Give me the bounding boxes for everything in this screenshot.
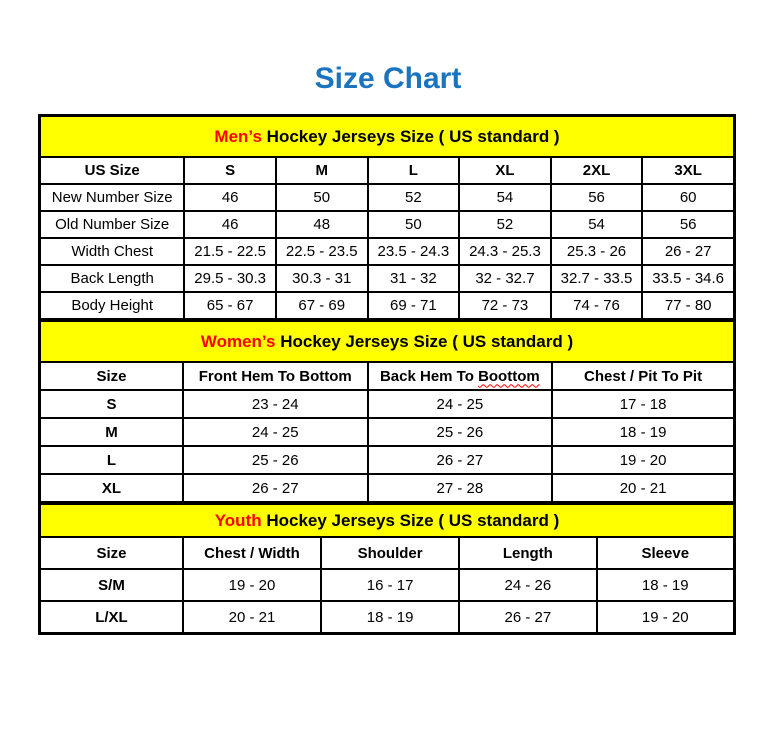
size-value: 29.5 - 30.3 xyxy=(184,265,276,292)
row-label: L/XL xyxy=(40,601,183,633)
size-value: 19 - 20 xyxy=(552,446,734,474)
misspelled-word: Boottom xyxy=(478,367,540,385)
size-value: 26 - 27 xyxy=(183,474,368,502)
youth-size-table xyxy=(39,503,735,634)
column-header: Chest / Pit To Pit xyxy=(552,362,734,390)
size-value: 27 - 28 xyxy=(368,474,553,502)
size-value: 60 xyxy=(642,184,734,211)
size-value: 72 - 73 xyxy=(459,292,551,319)
column-header: L xyxy=(368,157,460,184)
table-row xyxy=(40,474,734,502)
column-header: Size xyxy=(40,537,183,569)
size-value: 32 - 32.7 xyxy=(459,265,551,292)
size-value: 22.5 - 23.5 xyxy=(276,238,368,265)
size-value: 77 - 80 xyxy=(642,292,734,319)
size-value: 50 xyxy=(276,184,368,211)
table-row xyxy=(40,184,734,211)
table-row xyxy=(40,446,734,474)
youth-section-rest: Hockey Jerseys Size ( US standard ) xyxy=(261,510,560,530)
size-value: 25 - 26 xyxy=(368,418,553,446)
size-value: 31 - 32 xyxy=(368,265,460,292)
size-value: 26 - 27 xyxy=(459,601,596,633)
column-header: 3XL xyxy=(642,157,734,184)
size-value: 21.5 - 22.5 xyxy=(184,238,276,265)
column-header: US Size xyxy=(40,157,184,184)
youth-header-row xyxy=(40,537,734,569)
column-header: 2XL xyxy=(551,157,643,184)
size-value: 24 - 26 xyxy=(459,569,596,601)
size-value: 23.5 - 24.3 xyxy=(368,238,460,265)
column-header: Chest / Width xyxy=(183,537,321,569)
table-row xyxy=(40,569,734,601)
row-label: New Number Size xyxy=(40,184,184,211)
table-row xyxy=(40,238,734,265)
size-value: 26 - 27 xyxy=(642,238,734,265)
row-label: Back Length xyxy=(40,265,184,292)
size-value: 65 - 67 xyxy=(184,292,276,319)
womens-header-row xyxy=(40,362,734,390)
column-header: M xyxy=(276,157,368,184)
womens-section-band xyxy=(40,321,734,362)
womens-section-highlight: Women’s xyxy=(200,331,276,351)
size-value: 25 - 26 xyxy=(183,446,368,474)
size-value: 25.3 - 26 xyxy=(551,238,643,265)
mens-section-rest: Hockey Jerseys Size ( US standard ) xyxy=(261,126,560,146)
size-value: 30.3 - 31 xyxy=(276,265,368,292)
womens-section-title xyxy=(40,321,734,362)
row-label: Width Chest xyxy=(40,238,184,265)
column-header: Sleeve xyxy=(597,537,734,569)
table-row xyxy=(40,292,734,319)
size-value: 19 - 20 xyxy=(597,601,734,633)
size-value: 24 - 25 xyxy=(183,418,368,446)
mens-size-table xyxy=(39,115,735,320)
youth-section-title xyxy=(40,504,734,537)
row-label: Body Height xyxy=(40,292,184,319)
column-header: Size xyxy=(40,362,183,390)
mens-section-band xyxy=(40,116,734,157)
size-value: 23 - 24 xyxy=(183,390,368,418)
column-header: Shoulder xyxy=(321,537,459,569)
size-value: 50 xyxy=(368,211,460,238)
row-label: XL xyxy=(40,474,183,502)
youth-section-highlight: Youth xyxy=(214,510,262,530)
size-value: 74 - 76 xyxy=(551,292,643,319)
size-value: 56 xyxy=(551,184,643,211)
size-value: 16 - 17 xyxy=(321,569,459,601)
column-header: Length xyxy=(459,537,596,569)
size-value: 33.5 - 34.6 xyxy=(642,265,734,292)
size-value: 67 - 69 xyxy=(276,292,368,319)
column-header: S xyxy=(184,157,276,184)
row-label: M xyxy=(40,418,183,446)
size-value: 32.7 - 33.5 xyxy=(551,265,643,292)
size-value: 19 - 20 xyxy=(183,569,321,601)
table-row xyxy=(40,265,734,292)
mens-header-row xyxy=(40,157,734,184)
size-value: 56 xyxy=(642,211,734,238)
table-row xyxy=(40,390,734,418)
womens-size-table xyxy=(39,320,735,503)
size-value: 20 - 21 xyxy=(552,474,734,502)
size-value: 52 xyxy=(459,211,551,238)
size-value: 18 - 19 xyxy=(321,601,459,633)
row-label: Old Number Size xyxy=(40,211,184,238)
size-value: 18 - 19 xyxy=(597,569,734,601)
size-value: 52 xyxy=(368,184,460,211)
size-value: 18 - 19 xyxy=(552,418,734,446)
youth-section-band xyxy=(40,504,734,537)
womens-section-rest: Hockey Jerseys Size ( US standard ) xyxy=(275,331,574,351)
table-row xyxy=(40,601,734,633)
size-chart xyxy=(38,114,736,635)
page-title: Size Chart xyxy=(314,62,462,95)
size-value: 17 - 18 xyxy=(552,390,734,418)
column-header-text: Back Hem To xyxy=(379,367,479,385)
row-label: S/M xyxy=(40,569,183,601)
size-value: 26 - 27 xyxy=(368,446,553,474)
size-value: 24 - 25 xyxy=(368,390,553,418)
column-header: Front Hem To Bottom xyxy=(183,362,368,390)
size-value: 24.3 - 25.3 xyxy=(459,238,551,265)
table-row xyxy=(40,418,734,446)
row-label: S xyxy=(40,390,183,418)
column-header: XL xyxy=(459,157,551,184)
size-value: 54 xyxy=(459,184,551,211)
size-value: 46 xyxy=(184,211,276,238)
column-header xyxy=(368,362,553,390)
size-value: 69 - 71 xyxy=(368,292,460,319)
size-value: 48 xyxy=(276,211,368,238)
table-row xyxy=(40,211,734,238)
row-label: L xyxy=(40,446,183,474)
mens-section-title xyxy=(40,116,734,157)
mens-section-highlight: Men’s xyxy=(214,126,262,146)
size-value: 20 - 21 xyxy=(183,601,321,633)
size-value: 46 xyxy=(184,184,276,211)
size-value: 54 xyxy=(551,211,643,238)
